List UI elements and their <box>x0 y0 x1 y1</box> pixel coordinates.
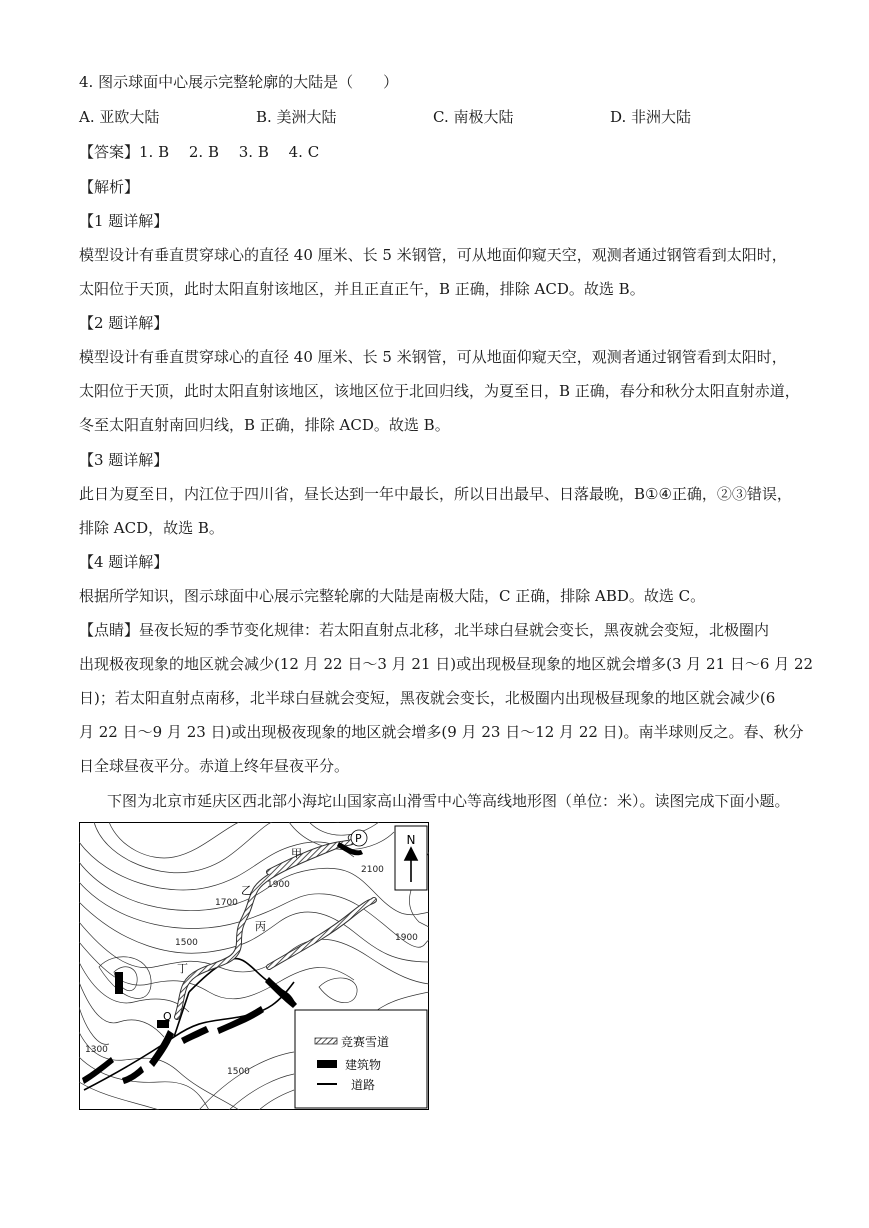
q2-line-2: 太阳位于天顶，此时太阳直射该地区，该地区位于北回归线，为夏至日，B 正确，春分和秋分太阳直射赤道， <box>79 382 800 400</box>
point-p: P <box>355 832 362 845</box>
north-label: N <box>406 833 416 847</box>
point-q: Q <box>163 1010 172 1023</box>
point-yi: 乙 <box>241 884 252 897</box>
tip-line-5: 日全球昼夜平分。赤道上终年昼夜平分。 <box>79 757 350 775</box>
question-4-stem: 4. 图示球面中心展示完整轮廓的大陆是（ ） <box>79 73 399 91</box>
option-b: B. 美洲大陆 <box>256 108 337 126</box>
tip-line-4: 月 22 日～9 月 23 日)或出现极夜现象的地区就会增多(9 月 23 日～12 月 22 日)。南半球则反之。春、秋分 <box>79 723 804 741</box>
contour-label-1300: 1300 <box>85 1045 108 1055</box>
q3-heading: 【3 题详解】 <box>79 451 169 469</box>
point-bing: 丙 <box>255 920 266 933</box>
q1-line-1: 模型设计有垂直贯穿球心的直径 40 厘米、长 5 米钢管，可从地面仰窥天空，观测者通过钢管看到太阳时， <box>79 246 787 264</box>
point-ding: 丁 <box>177 962 188 975</box>
q2-line-3: 冬至太阳直射南回归线，B 正确，排除 ACD。故选 B。 <box>79 416 450 434</box>
q4-line-1: 根据所学知识，图示球面中心展示完整轮廓的大陆是南极大陆，C 正确，排除 ABD。故选 C。 <box>79 587 706 605</box>
point-jia: 甲 <box>291 847 302 860</box>
contour-label-1900-east: 1900 <box>395 933 418 943</box>
legend-road-label: 道路 <box>351 1078 376 1092</box>
contour-map <box>79 822 429 1110</box>
contour-label-1700: 1700 <box>215 898 238 908</box>
q4-heading: 【4 题详解】 <box>79 553 169 571</box>
contour-label-2100: 2100 <box>361 865 384 875</box>
option-d: D. 非洲大陆 <box>610 108 692 126</box>
legend-race-swatch <box>315 1038 337 1044</box>
contour-label-1900: 1900 <box>267 880 290 890</box>
map-intro: 下图为北京市延庆区西北部小海坨山国家高山滑雪中心等高线地形图（单位：米）。读图完成下面小题。 <box>107 792 790 810</box>
tip-line-2: 出现极夜现象的地区就会减少(12 月 22 日～3 月 21 日)或出现极昼现象的地区就会增多(3 月 21 日～6 月 22 <box>79 655 814 673</box>
q1-heading: 【1 题详解】 <box>79 212 169 230</box>
q3-line-2: 排除 ACD，故选 B。 <box>79 519 224 537</box>
tip-line-1: 【点睛】昼夜长短的季节变化规律：若太阳直射点北移，北半球白昼就会变长，黑夜就会变短，北极圈内 <box>79 621 770 639</box>
analysis-heading: 【解析】 <box>79 178 140 196</box>
q2-heading: 【2 题详解】 <box>79 314 169 332</box>
legend-building-swatch <box>317 1060 337 1068</box>
contour-label-1500-south: 1500 <box>227 1067 250 1077</box>
tip-line-3: 日)；若太阳直射点南移，北半球白昼就会变短，黑夜就会变长，北极圈内出现极昼现象的地区就会减少(6 <box>79 689 776 707</box>
option-c: C. 南极大陆 <box>433 108 514 126</box>
legend-building-label: 建筑物 <box>345 1058 382 1072</box>
contour-label-1500: 1500 <box>175 938 198 948</box>
legend-race-label: 竞赛雪道 <box>341 1035 390 1049</box>
q1-line-2: 太阳位于天顶，此时太阳直射该地区，并且正直正午，B 正确，排除 ACD。故选 B。 <box>79 280 645 298</box>
q2-line-1: 模型设计有垂直贯穿球心的直径 40 厘米、长 5 米钢管，可从地面仰窥天空，观测者通过钢管看到太阳时， <box>79 348 787 366</box>
answer-line: 【答案】1. B 2. B 3. B 4. C <box>79 143 320 161</box>
option-a: A. 亚欧大陆 <box>79 108 160 126</box>
q3-line-1: 此日为夏至日，内江位于四川省，昼长达到一年中最长，所以日出最早、日落最晚，B①④正确，②③错误， <box>79 485 792 503</box>
